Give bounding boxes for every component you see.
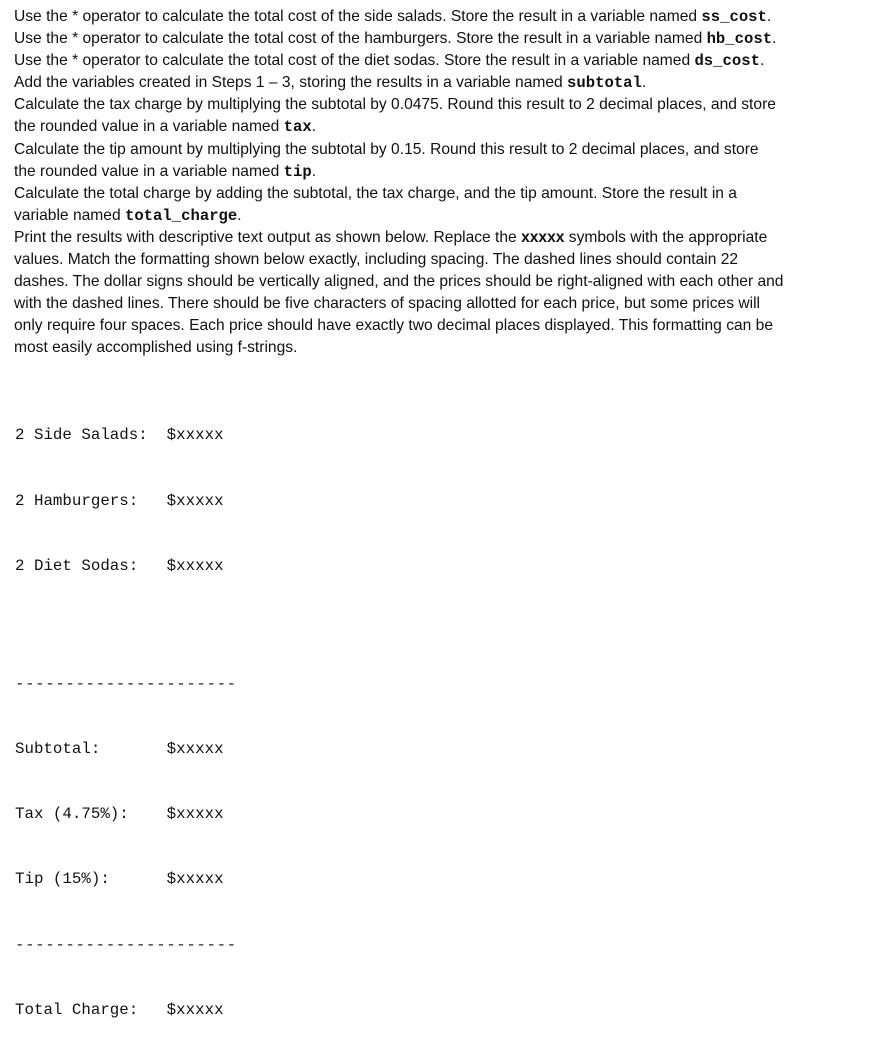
step-7-text: variable named bbox=[14, 206, 125, 224]
output-dashed-line-1: ---------------------- bbox=[15, 675, 237, 694]
var-tax: tax bbox=[283, 118, 312, 137]
step-5-line-1: Calculate the tax charge by multiplying the subtotal by 0.0475. Round this result to 2 decimal places, and store bbox=[14, 96, 776, 114]
step-8-line-3: dashes. The dollar signs should be vertically aligned, and the prices should be right-aligned with each other and bbox=[14, 273, 784, 291]
step-5-line-2 bbox=[14, 116, 874, 138]
output-row-side-salads: 2 Side Salads: $xxxxx bbox=[15, 426, 224, 445]
step-6-end: . bbox=[311, 162, 317, 180]
step-1 bbox=[14, 6, 874, 28]
var-subtotal: subtotal bbox=[567, 74, 642, 93]
instructions-text bbox=[14, 6, 874, 360]
step-4 bbox=[14, 72, 874, 94]
output-row-hamburgers: 2 Hamburgers: $xxxxx bbox=[15, 491, 224, 510]
output-row-total-charge: Total Charge: $xxxxx bbox=[15, 1000, 224, 1019]
step-8-line-5: only require four spaces. Each price should have exactly two decimal places displayed. This formatting can be bbox=[14, 317, 774, 335]
placeholder-symbols: xxxxx bbox=[521, 228, 565, 246]
output-row-tip: Tip (15%): $xxxxx bbox=[15, 870, 224, 889]
var-ds-cost: ds_cost bbox=[694, 52, 760, 71]
output-row-tax: Tax (4.75%): $xxxxx bbox=[15, 805, 224, 824]
output-row-subtotal: Subtotal: $xxxxx bbox=[15, 740, 224, 759]
sample-output bbox=[15, 382, 237, 1043]
step-3-text: Use the * operator to calculate the total cost of the diet sodas. Store the result in a variable named bbox=[14, 52, 695, 70]
step-8-text: Print the results with descriptive text output as shown below. Replace the bbox=[14, 228, 522, 246]
step-4-end: . bbox=[641, 74, 647, 92]
step-1-text: Use the * operator to calculate the total cost of the side salads. Store the result in a variable named bbox=[14, 8, 702, 25]
step-6-line-1: Calculate the tip amount by multiplying the subtotal by 0.15. Round this result to 2 decimal places, and store bbox=[14, 140, 759, 158]
step-8-text-end: symbols with the appropriate bbox=[564, 228, 768, 246]
var-tip: tip bbox=[283, 162, 312, 181]
step-6-line-2 bbox=[14, 161, 874, 183]
step-2 bbox=[14, 28, 874, 50]
output-dashed-line-2: ---------------------- bbox=[15, 935, 237, 954]
step-1-end: . bbox=[766, 8, 772, 25]
step-8-line-6: most easily accomplished using f-strings. bbox=[14, 339, 298, 357]
step-5-end: . bbox=[311, 118, 317, 136]
var-ss-cost: ss_cost bbox=[701, 8, 767, 26]
step-8-line-4: with the dashed lines. There should be five characters of spacing allotted for each price, but some prices will bbox=[14, 295, 761, 313]
var-hb-cost: hb_cost bbox=[706, 30, 773, 49]
step-7-line-2 bbox=[14, 205, 874, 227]
step-5-text: the rounded value in a variable named bbox=[14, 118, 284, 136]
step-2-end: . bbox=[772, 30, 777, 48]
step-3-end: . bbox=[759, 52, 765, 70]
step-2-text: Use the * operator to calculate the total cost of the hamburgers. Store the result in a variable named bbox=[14, 30, 707, 48]
output-row-diet-sodas: 2 Diet Sodas: $xxxxx bbox=[15, 556, 224, 575]
step-4-text: Add the variables created in Steps 1 – 3, storing the results in a variable named bbox=[14, 74, 568, 92]
step-6-text: the rounded value in a variable named bbox=[14, 162, 284, 180]
step-8-line-2: values. Match the formatting shown below exactly, including spacing. The dashed lines should contain 22 bbox=[14, 251, 739, 269]
step-7-line-1: Calculate the total charge by adding the subtotal, the tax charge, and the tip amount. Store the result in a bbox=[14, 184, 737, 202]
step-7-end: . bbox=[237, 206, 242, 224]
var-total-charge: total_charge bbox=[124, 206, 238, 225]
step-8-line-1 bbox=[14, 227, 874, 249]
output-spacer bbox=[15, 621, 237, 631]
step-3 bbox=[14, 50, 874, 72]
